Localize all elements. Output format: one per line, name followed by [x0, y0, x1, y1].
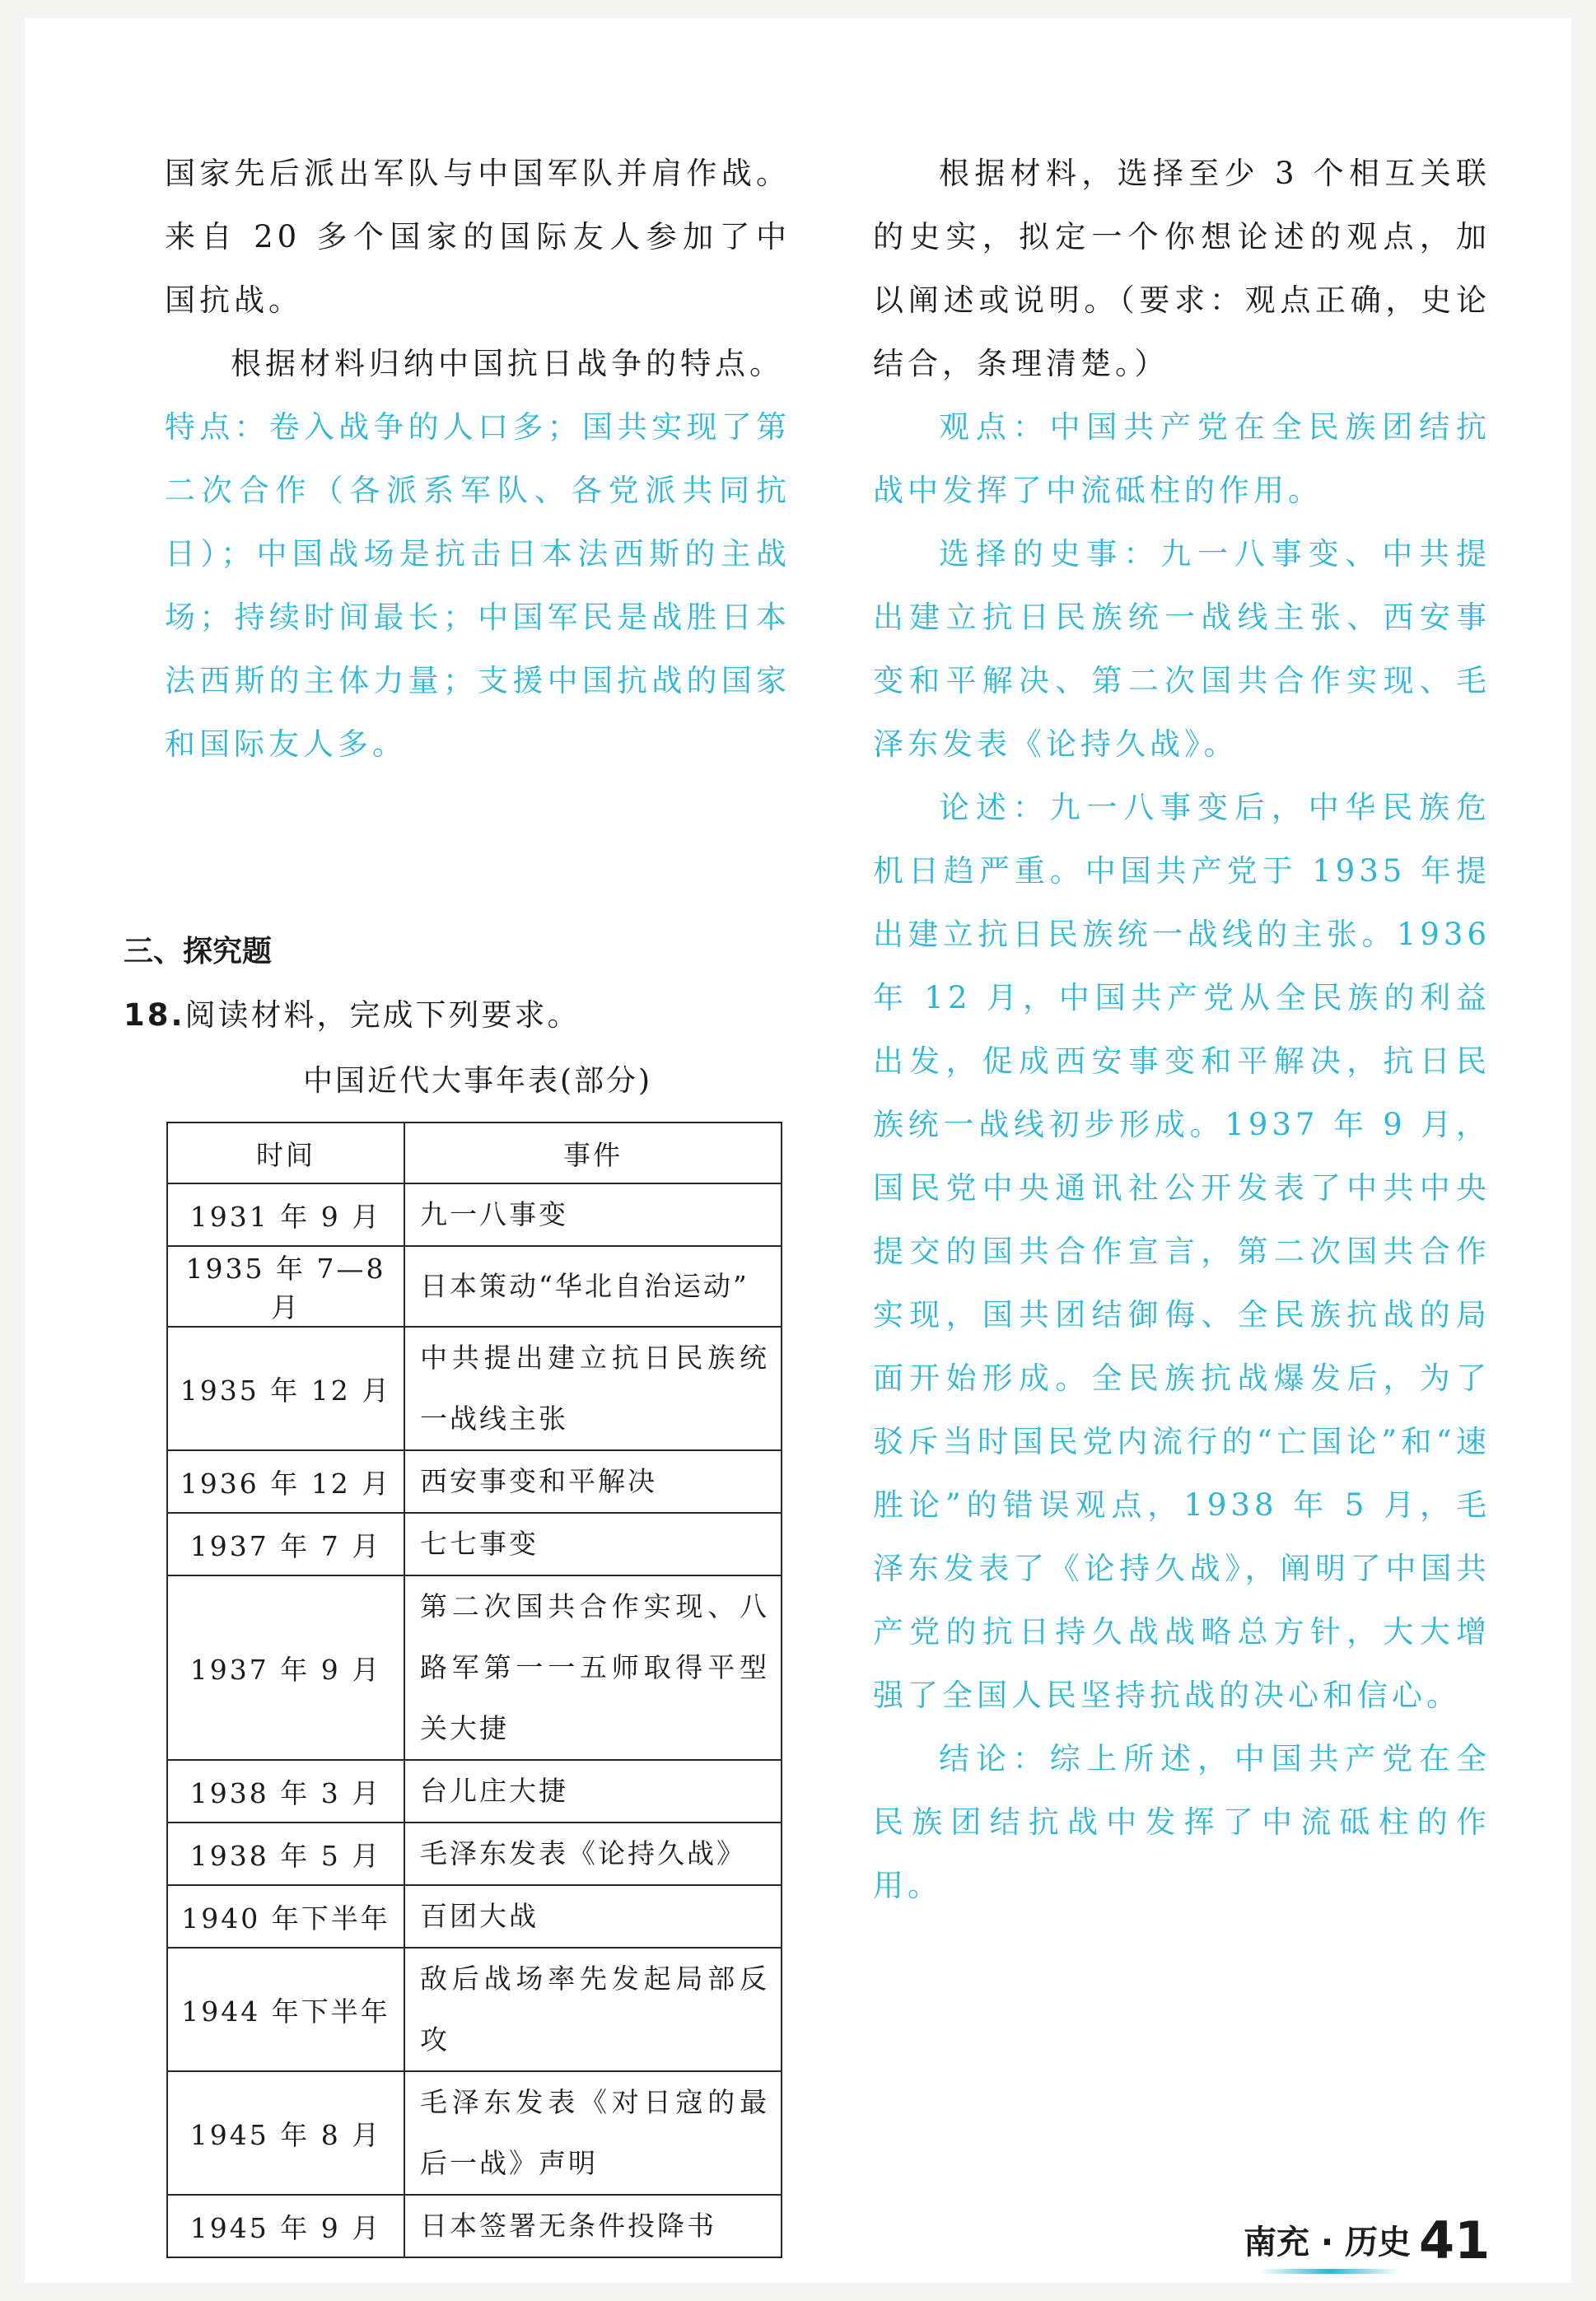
table-row [167, 1885, 782, 1948]
table-caption: 中国近代大事年表(部分) [302, 1064, 653, 1098]
row-event: 毛泽东发表《论持久战》 [404, 1823, 782, 1885]
footer-underline [1260, 2269, 1400, 2274]
row-event: 日本签署无条件投降书 [404, 2195, 782, 2257]
row-time: 1945 年 8 月 [167, 2071, 404, 2195]
header-event: 事件 [404, 1122, 782, 1183]
row-event: 西安事变和平解决 [404, 1450, 782, 1513]
row-event: 敌后战场率先发起局部反攻 [404, 1948, 782, 2071]
material-continuation: 国家先后派出军队与中国军队并肩作战。来自 20 多个国家的国际友人参加了中国抗战。 [165, 156, 791, 318]
row-time: 1938 年 3 月 [167, 1760, 404, 1823]
footer-label: 南充 · 历史 [1244, 2224, 1412, 2261]
answer-facts: 选择的史事：九一八事变、中共提出建立抗日民族统一战线主张、西安事变和平解决、第二次国共合作实现、毛泽东发表《论持久战》。 [873, 536, 1491, 762]
section-title: 三、探究题 [124, 935, 273, 968]
row-time: 1944 年下半年 [167, 1948, 404, 2071]
page-footer [1244, 2205, 1491, 2271]
right-column [873, 142, 1491, 1917]
answer-viewpoint: 观点：中国共产党在全民族团结抗战中发挥了中流砥柱的作用。 [873, 409, 1491, 508]
row-time: 1940 年下半年 [167, 1885, 404, 1948]
table-row [167, 1575, 782, 1760]
row-time: 1935 年 12 月 [167, 1327, 404, 1450]
row-event: 百团大战 [404, 1885, 782, 1948]
table-row [167, 1823, 782, 1885]
table-row [167, 1183, 782, 1246]
row-event: 毛泽东发表《对日寇的最后一战》声明 [404, 2071, 782, 2195]
answer-argument: 论述：九一八事变后，中华民族危机日趋严重。中国共产党于 1935 年提出建立抗日民族统一战线的主张。1936 年 12 月，中国共产党从全民族的利益出发，促成西安事变和平解决，抗日民族统一战线初步形成。1937 年 9 月，国民党中央通讯社公开发表了中共中央提交的国共合作宣言，第二次国共合作实现，国共团结御侮、全民族抗战的局面开始形成。全民族抗战爆发后，为了驳斥当时国民党内流行的“亡国论”和“速胜论”的错误观点，1938 年 5 月，毛泽东发表了《论持久战》，阐明了中国共产党的抗日持久战战略总方针，大大增强了全国人民坚持抗战的决心和信心。 [873, 790, 1491, 1713]
header-time: 时间 [167, 1122, 404, 1183]
row-event: 台儿庄大捷 [404, 1760, 782, 1823]
answer-conclusion: 结论：综上所述，中国共产党在全民族团结抗战中发挥了中流砥柱的作用。 [873, 1741, 1491, 1903]
table-row [167, 1760, 782, 1823]
row-time: 1945 年 9 月 [167, 2195, 404, 2257]
table-row [167, 1513, 782, 1575]
row-event: 第二次国共合作实现、八路军第一一五师取得平型关大捷 [404, 1575, 782, 1760]
row-event: 七七事变 [404, 1513, 782, 1575]
table-row [167, 1450, 782, 1513]
row-event: 九一八事变 [404, 1183, 782, 1246]
row-time: 1937 年 7 月 [167, 1513, 404, 1575]
chronology-table [166, 1122, 782, 2258]
question-18 [124, 990, 581, 1034]
table-row [167, 2071, 782, 2195]
table-row [167, 1327, 782, 1450]
question-text: 阅读材料，完成下列要求。 [184, 997, 581, 1033]
row-time: 1931 年 9 月 [167, 1183, 404, 1246]
row-time: 1936 年 12 月 [167, 1450, 404, 1513]
question-number: 18. [124, 997, 185, 1033]
row-time: 1937 年 9 月 [167, 1575, 404, 1760]
table-row [167, 1246, 782, 1327]
task-requirement: 根据材料，选择至少 3 个相互关联的史实，拟定一个你想论述的观点，加以阐述或说明。（要求：观点正确，史论结合，条理清楚。） [873, 156, 1491, 381]
workbook-page [25, 18, 1571, 2283]
page-number: 41 [1419, 2210, 1491, 2271]
table-header-row [167, 1122, 782, 1183]
question-prompt: 根据材料归纳中国抗日战争的特点。 [231, 346, 784, 381]
answer-characteristics: 特点：卷入战争的人口多；国共实现了第二次合作（各派系军队、各党派共同抗日）；中国战场是抗击日本法西斯的主战场；持续时间最长；中国军民是战胜日本法西斯的主体力量；支援中国抗战的国家和国际友人多。 [165, 409, 791, 762]
row-event: 日本策动“华北自治运动” [404, 1246, 782, 1327]
row-time: 1935 年 7—8 月 [167, 1246, 404, 1327]
left-column [165, 142, 791, 776]
table-row [167, 2195, 782, 2257]
table-row [167, 1948, 782, 2071]
row-event: 中共提出建立抗日民族统一战线主张 [404, 1327, 782, 1450]
row-time: 1938 年 5 月 [167, 1823, 404, 1885]
